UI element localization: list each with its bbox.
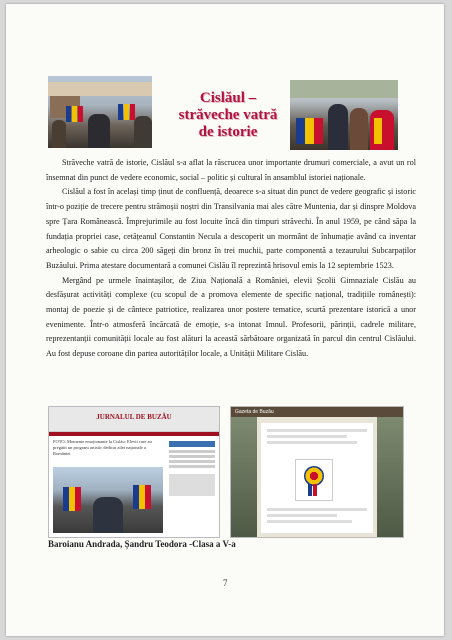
ceremony-photo-left (48, 76, 152, 148)
title-line-3: de istorie (198, 124, 258, 140)
paragraph-1: Străveche vatră de istorie, Cislăul s-a aflat la răscrucea unor importante drumuri comerciale, a avut un rol însemnat din punct de vedere economic, social – politic și cultural în ansamblul istoriei naționale. (46, 158, 416, 182)
title-line-2: străveche vatră (178, 107, 278, 123)
news-screenshot-left (48, 406, 220, 538)
paragraph-2: Cislăul a fost în același timp ținut de confluență, deoarece s-a situat din punct de vedere geografic și istoric într-o poziție de trecere pentru strămoșii noștri din Transilvania mai ales către Muntenia, dar și dinspre Moldova spre Țara Românească. Împrejurimile au fost locuite încă din timpuri străvechi. În anul 1959, pe când săpa la fundația propriei case, cetățeanul Constantin Necula a descoperit un mormânt de înhumație având ca inventar arheologic o sabie cu circa 200 săgeți din bronz în trei muchii, parte componentă a tezaurului Subcarpaților Buzăului. Prima atestare documentară a comunei Cislău îl reprezintă hrisovul emis la 12 septembrie 1523. (46, 187, 416, 270)
cockade-image (295, 459, 333, 501)
authors-caption: Baroianu Andrada, Șandru Teodora -Clasa a V-a (48, 539, 236, 549)
paragraph-3: Mergând pe urmele înaintașilor, de Ziua Națională a României, elevii Școlii Gimnaziale Cislău au desfășurat activități complexe (cu scopul de a promova elemente de specific național, tradițiile românești): montaj de poezie și de cântece patriotice, realizarea unor postere tematice, scurtă prezentare istorică a unor evenimente. Într-o atmosferă încărcată de emoție, s-a intonat Imnul. Profesorii, părinții, cadrele militare, reprezentanții comunității locale au fost alături la această sărbătoare organizată în parcul din centrul Cislăului. Au fost depuse coroane din partea autorităților locale, a Unității Militare Cislău. (46, 275, 416, 359)
news-site-name: JURNALUL DE BUZĂU (96, 413, 172, 421)
news-photo (53, 467, 163, 533)
window-title: Gazeta de Buzău (235, 409, 274, 415)
page-number: 7 (223, 578, 228, 588)
news-headline: FOTO: Momente emoționante la Cislău: Elevii care au pregătit un program artistic dedicat zilei naționale a României (53, 439, 152, 456)
news-screenshot-right (230, 406, 404, 538)
article-title (166, 90, 290, 141)
title-line-1: Cislăul – (199, 90, 257, 106)
document-page (6, 4, 444, 636)
article-body (46, 156, 416, 362)
ceremony-photo-right (290, 80, 398, 150)
news-sidebar (169, 441, 215, 533)
